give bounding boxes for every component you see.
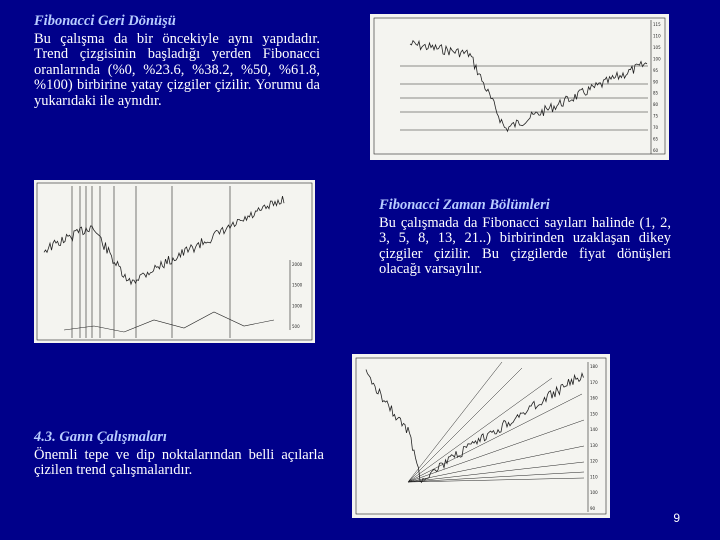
axis-tick-label: 110 xyxy=(653,33,661,39)
axis-tick-label: 65 xyxy=(653,136,659,142)
section-text: Bu çalışma da bir öncekiyle aynı yapıdadır. Trend çizgisinin başladığı yerden Fibonacci oranlarında (%0, %23.6, %38.2, %50, %61.8, %100) birbirine yatay çizgiler çizilir. Yorumu da yukarıdaki ile aynıdır. xyxy=(34,30,320,109)
section-fibonacci-retracement xyxy=(34,14,320,109)
volume-line xyxy=(64,312,274,332)
gann-fan-line xyxy=(408,446,584,482)
section-text: Önemli tepe ve dip noktalarından belli açılarla çizilen trend çalışmalarıdır. xyxy=(34,446,324,478)
gann-fan-chart-image xyxy=(352,354,610,518)
gann-fan-line xyxy=(408,478,584,482)
axis-tick-label: 120 xyxy=(590,458,598,464)
axis-tick-label: 80 xyxy=(653,102,659,108)
axis-tick-label: 2000 xyxy=(292,262,303,267)
axis-tick-label: 100 xyxy=(590,490,598,496)
axis-tick-label: 1500 xyxy=(292,282,303,288)
axis-tick-label: 500 xyxy=(292,324,300,329)
axis-tick-label: 90 xyxy=(590,506,596,511)
price-line xyxy=(410,41,647,132)
gann-fan-line xyxy=(408,472,584,482)
section-heading: Fibonacci Geri Dönüşü xyxy=(34,13,176,29)
axis-tick-label: 105 xyxy=(653,44,661,50)
axis-tick-label: 160 xyxy=(590,395,598,401)
section-heading: 4.3. Gann Çalışmaları xyxy=(34,429,167,445)
chart-frame xyxy=(37,183,312,340)
gann-fan-line xyxy=(408,368,522,482)
axis-tick-label: 95 xyxy=(653,67,659,73)
axis-tick-label: 115 xyxy=(653,22,661,27)
axis-tick-label: 130 xyxy=(590,442,598,448)
fibonacci-time-zones-chart-image xyxy=(34,180,315,343)
section-text: Bu çalışmada da Fibonacci sayıları halinde (1, 2, 3, 5, 8, 13, 21..) birbirinden uzaklaşan dikey çizgiler çizilir. Bu çizgilerde fiyat dönüşleri olacağı varsayılır. xyxy=(379,214,671,277)
gann-fan-line xyxy=(408,420,584,482)
axis-tick-label: 140 xyxy=(590,427,598,433)
axis-tick-label: 170 xyxy=(590,379,598,385)
axis-tick-label: 110 xyxy=(590,474,598,480)
axis-tick-label: 70 xyxy=(653,125,659,131)
axis-tick-label: 1000 xyxy=(292,303,303,309)
gann-fan-line xyxy=(408,394,582,482)
axis-tick-label: 100 xyxy=(653,56,661,62)
axis-tick-label: 180 xyxy=(590,364,598,369)
section-fibonacci-time-zones xyxy=(379,198,671,278)
page-number: 9 xyxy=(673,511,680,525)
axis-tick-label: 60 xyxy=(653,148,659,153)
section-heading: Fibonacci Zaman Bölümleri xyxy=(379,197,550,213)
axis-tick-label: 85 xyxy=(653,90,659,96)
gann-fan-line xyxy=(408,378,552,482)
price-line xyxy=(366,369,584,482)
chart-frame xyxy=(374,18,665,154)
section-gann xyxy=(34,430,324,479)
gann-fan-line xyxy=(408,462,584,482)
axis-tick-label: 90 xyxy=(653,79,659,85)
axis-tick-label: 75 xyxy=(653,113,659,119)
gann-fan-line xyxy=(408,362,502,482)
axis-tick-label: 150 xyxy=(590,411,598,417)
fibonacci-retracement-chart-image xyxy=(370,14,669,160)
